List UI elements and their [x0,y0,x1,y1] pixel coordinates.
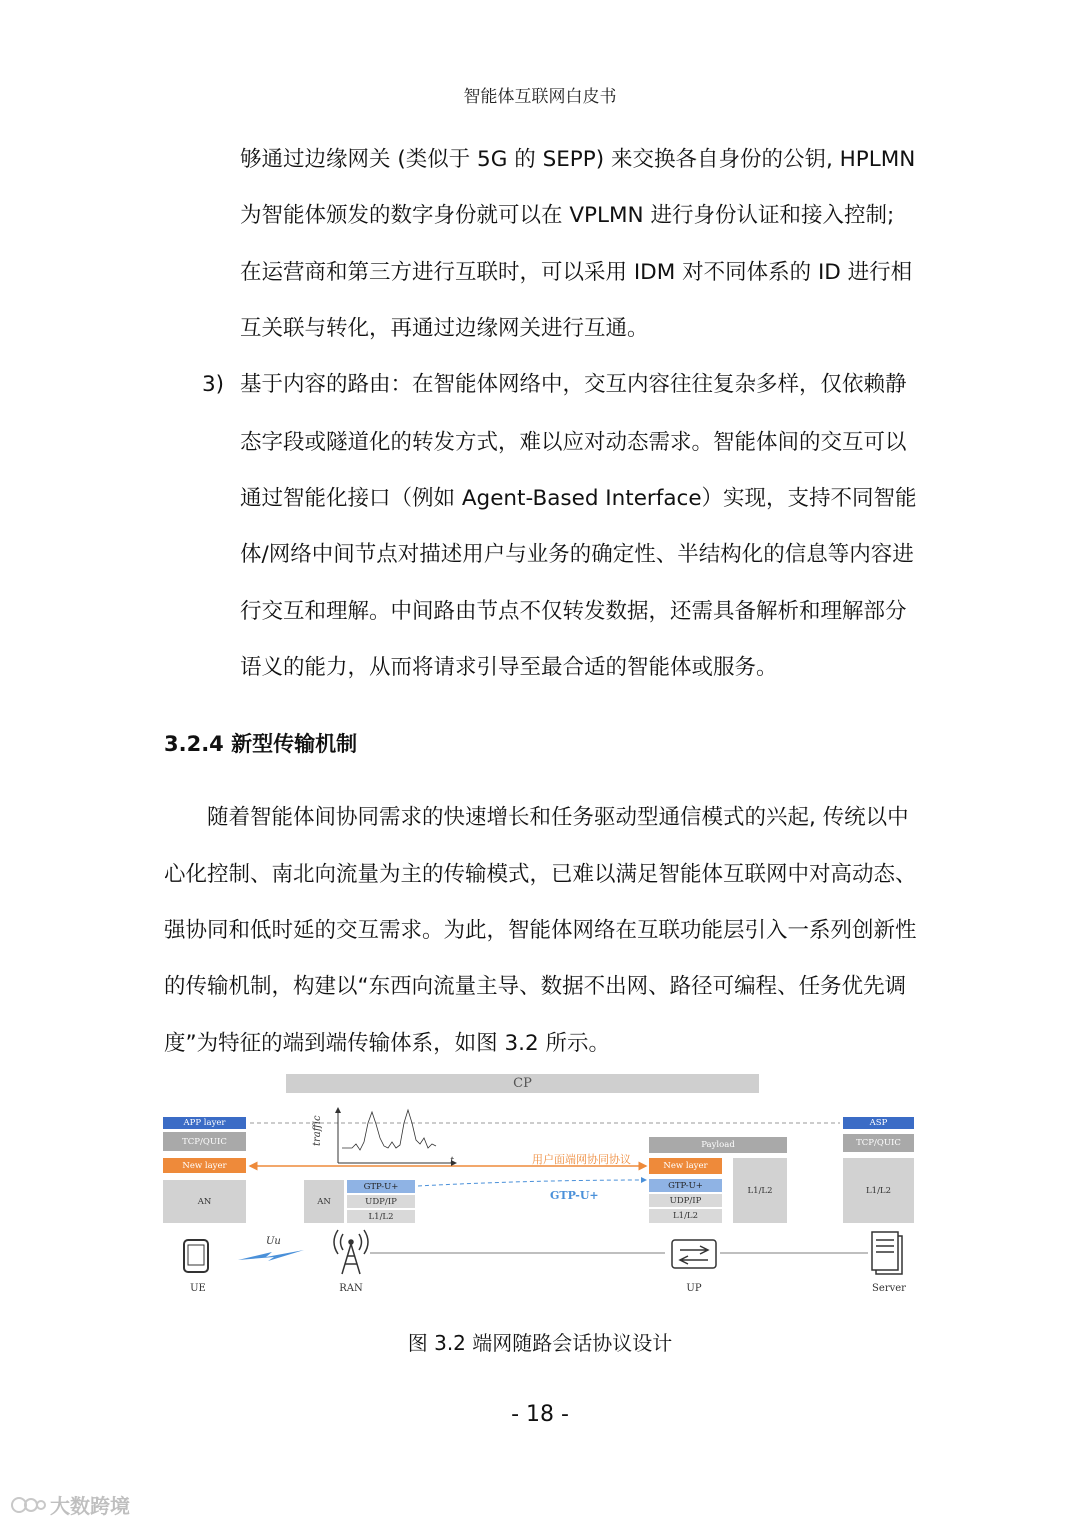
text-line: 度”为特征的端到端传输体系，如图 3.2 所示。 [164,1031,611,1056]
server-icon [872,1232,902,1274]
wireless-bolt-icon [238,1250,304,1261]
node-label-ran: RAN [339,1283,363,1294]
text-line: 的传输机制，构建以“东西向流量主导、数据不出网、路径可编程、任务优先调 [164,974,907,999]
watermark-text: 大数跨境 [50,1494,130,1518]
text-line: 心化控制、南北向流量为主的传输模式，已难以满足智能体互联网中对高动态、 [164,862,917,887]
up-payload: Payload [649,1137,787,1153]
page-number: - 18 - [511,1402,569,1427]
node-label-ue: UE [190,1283,206,1294]
text-line: 语义的能力，从而将请求引导至最合适的智能体或服务。 [240,655,778,680]
up-udp: UDP/IP [649,1194,722,1207]
node-label-server: Server [872,1283,906,1294]
up-new-layer: New layer [649,1158,722,1174]
phone-icon [184,1240,208,1272]
traffic-wave [342,1110,436,1150]
list-number: 3) [202,372,225,397]
ue-new-layer: New layer [163,1158,246,1173]
server-l1l2: L1/L2 [843,1158,914,1223]
uu-label: Uu [266,1236,281,1247]
text-line: 强协同和低时延的交互需求。为此，智能体网络在互联功能层引入一系列创新性 [164,918,917,943]
server-asp: ASP [843,1117,914,1129]
text-line: 互关联与转化，再通过边缘网关进行互通。 [240,316,649,341]
up-l1l2-right: L1/L2 [733,1158,787,1223]
gtp-dashed-arrow [418,1180,646,1186]
watermark-logo-icon [10,1495,46,1515]
watermark [10,1490,130,1519]
ran-an: AN [304,1180,344,1223]
ran-udp: UDP/IP [347,1195,415,1208]
ue-app-layer: APP layer [163,1117,246,1129]
figure-caption: 图 3.2 端网随路会话协议设计 [407,1331,673,1355]
graph-ylabel: traffic [312,1115,323,1146]
graph-xlabel: t [450,1156,455,1167]
text-line: 态字段或隧道化的转发方式，难以应对动态需求。智能体间的交互可以 [240,430,907,455]
ran-l1l2: L1/L2 [347,1210,415,1223]
text-line: 基于内容的路由：在智能体网络中，交互内容往往复杂多样，仅依赖静 [240,372,907,397]
text-line: 为智能体颁发的数字身份就可以在 VPLMN 进行身份认证和接入控制; [240,203,895,228]
ue-tcp-quic: TCP/QUIC [163,1132,246,1151]
node-label-up: UP [686,1283,702,1294]
text-line: 在运营商和第三方进行互联时，可以采用 IDM 对不同体系的 ID 进行相 [240,260,913,285]
text-line: 够通过边缘网关 (类似于 5G 的 SEPP) 来交换各自身份的公钥, HPLMN [240,147,916,172]
gtp-label: GTP-U+ [550,1189,599,1202]
section-heading: 3.2.4 新型传输机制 [164,732,358,756]
text-line: 体/网络中间节点对描述用户与业务的确定性、半结构化的信息等内容进 [240,542,914,567]
switch-icon [672,1240,716,1268]
ran-gtp: GTP-U+ [347,1180,415,1193]
server-tcp-quic: TCP/QUIC [843,1134,914,1152]
figure-lines [160,1068,920,1304]
ue-an: AN [163,1180,246,1223]
text-line: 通过智能化接口（例如 Agent-Based Interface）实现，支持不同智能 [240,486,917,511]
text-line: 行交互和理解。中间路由节点不仅转发数据，还需具备解析和理解部分 [240,599,907,624]
cp-bar: CP [286,1074,759,1093]
running-header: 智能体互联网白皮书 [463,87,617,107]
tower-icon [334,1230,368,1274]
text-line: 随着智能体间协同需求的快速增长和任务驱动型通信模式的兴起, 传统以中 [207,805,909,830]
figure-3-2 [160,1068,920,1304]
up-gtp: GTP-U+ [649,1179,722,1192]
up-l1l2: L1/L2 [649,1209,722,1223]
protocol-label: 用户面端网协同协议 [532,1153,631,1166]
